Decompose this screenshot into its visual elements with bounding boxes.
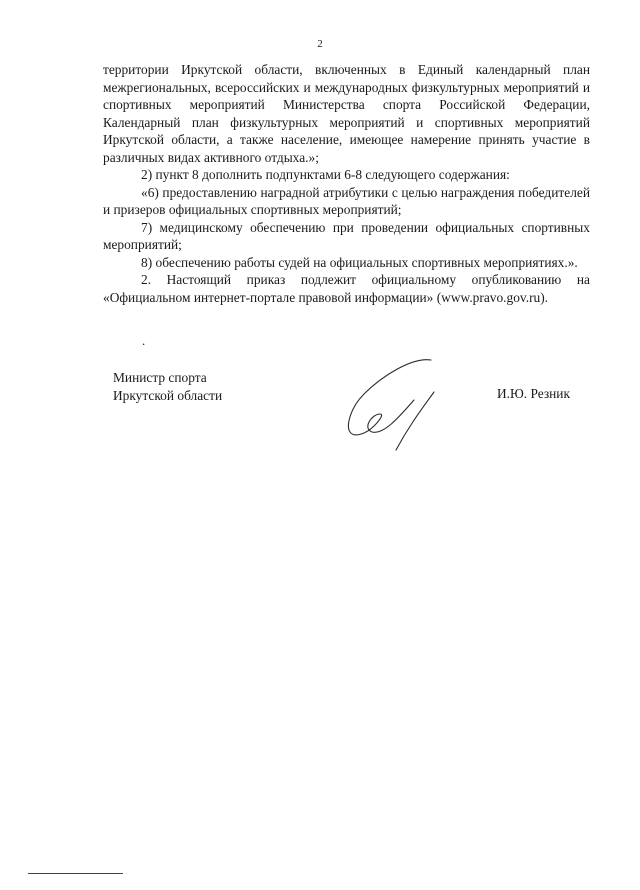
footer-line: [28, 873, 123, 874]
handwritten-signature: [338, 352, 442, 456]
paragraph-publication: 2. Настоящий приказ подлежит официальному опубликованию на «Официальном интернет-портале правовой информации» (www.pravo.gov.ru).: [103, 272, 590, 305]
signatory-title-line-2: Иркутской области: [113, 387, 223, 403]
document-body: [103, 61, 590, 306]
paragraph-item-2: 2) пункт 8 дополнить подпунктами 6-8 следующего содержания:: [141, 167, 510, 182]
paragraph-territory: территории Иркутской области, включенных в Единый календарный план межрегиональных, всероссийских и международных физкультурных мероприятий и спортивных мероприятий Министерства спорта Российской Федерации, Календарный план физкультурных мероприятий и спортивных мероприятий Иркутской области, а также население, имеющее намерение принять участие в различных видах активного отдыха.»;: [103, 62, 590, 165]
stray-dot: .: [142, 333, 146, 348]
page-number: 2: [317, 38, 323, 50]
paragraph-subitem-7: 7) медицинскому обеспечению при проведении официальных спортивных мероприятий;: [103, 219, 590, 252]
paragraph-subitem-8: 8) обеспечению работы судей на официальных спортивных мероприятиях.».: [141, 254, 578, 270]
signatory-title: [113, 369, 222, 404]
signatory-name: И.Ю. Резник: [497, 386, 570, 401]
paragraph-subitem-6: «6) предоставлению наградной атрибутики с целью награждения победителей и призеров официальных спортивных мероприятий;: [103, 184, 590, 217]
signatory-title-line-1: Министр спорта: [113, 370, 207, 385]
